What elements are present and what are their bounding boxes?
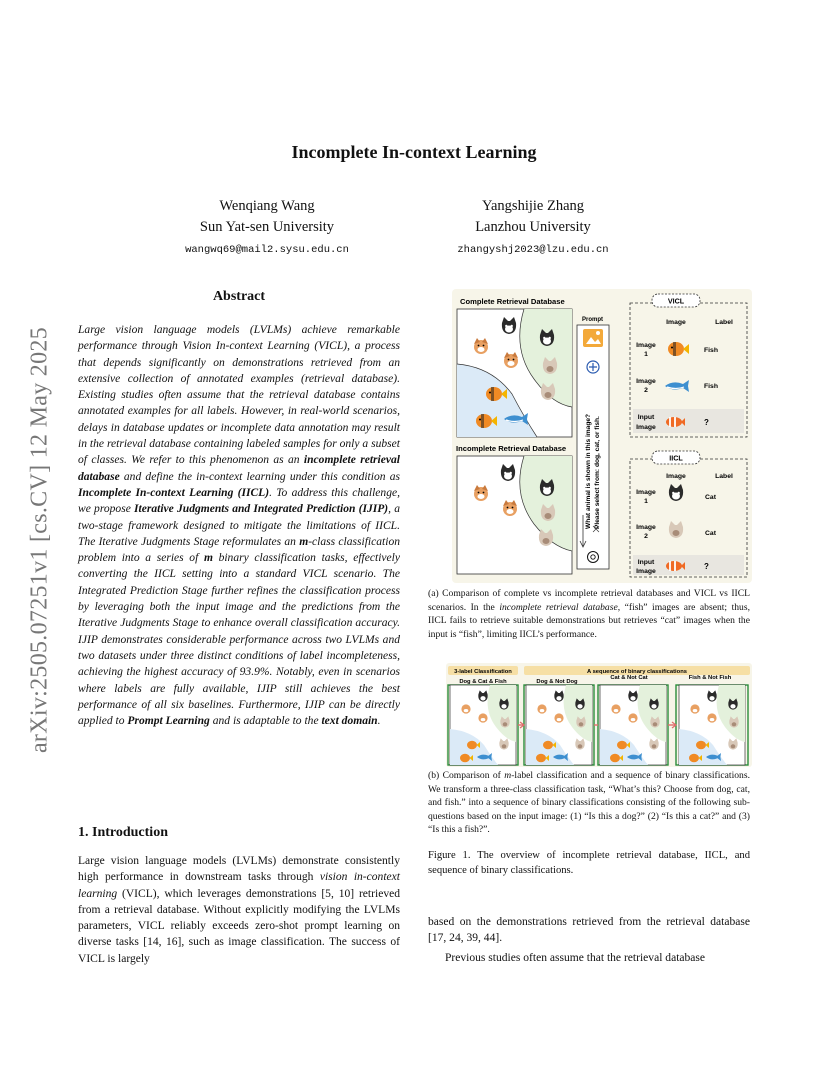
svg-text:1: 1 bbox=[644, 351, 648, 358]
section-heading-introduction: 1. Introduction bbox=[78, 825, 168, 840]
figure-1a-caption: (a) Comparison of complete vs incomplete retrieval databases and VICL vs IICL scenarios. In the incomplete retrieval database, “fish” images are absent; thus, IICL fails to retrieve suitable demonstrations but retrieves “cat” images when the input is “fish”, limiting IICL’s performance. bbox=[428, 588, 750, 640]
paper-title: Incomplete In-context Learning bbox=[291, 142, 537, 162]
svg-text:Fish & Not Fish: Fish & Not Fish bbox=[688, 675, 732, 681]
svg-text:Label: Label bbox=[715, 319, 733, 326]
svg-text:Dog & Not Dog: Dog & Not Dog bbox=[536, 679, 578, 685]
svg-text:Fish: Fish bbox=[704, 347, 718, 354]
svg-text:Label: Label bbox=[715, 473, 733, 480]
svg-text:Image: Image bbox=[636, 342, 656, 349]
author-affiliation: Sun Yat-sen University bbox=[199, 219, 335, 235]
svg-text:Image: Image bbox=[636, 378, 656, 385]
figure-1-caption: Figure 1. The overview of incomplete retrieval database, IICL, and sequence of binary classifications. bbox=[428, 850, 750, 876]
svg-text:Cat: Cat bbox=[705, 530, 716, 537]
svg-text:Input: Input bbox=[637, 414, 655, 421]
picture-icon bbox=[583, 329, 603, 347]
dog-icon bbox=[474, 338, 488, 354]
author-email[interactable]: wangwq69@mail2.sysu.edu.cn bbox=[185, 244, 349, 256]
label-binary-sequence: A sequence of binary classifications bbox=[587, 669, 687, 675]
term-text-domain: text domain bbox=[321, 715, 378, 728]
author-name: Wenqiang Wang bbox=[219, 198, 315, 214]
label-complete-db: Complete Retrieval Database bbox=[460, 297, 565, 306]
term-prompt-learning: Prompt Learning bbox=[127, 715, 210, 728]
figure-1b-caption: (b) Comparison of m-label classification and a sequence of binary classifications. We transform a three-class classification task, “What’s this? Choose from dog, cat, and fish.” into a sequence of binary classifications consisting of the following sub-questions based on the input image: (1) “Is this a dog?” (2) “Is this a cat?” and (3) “Is this a fish?”. bbox=[428, 770, 750, 835]
introduction-body: Large vision language models (LVLMs) demonstrate consistently high performance in downstream tasks through vision in-context learning (VICL), which leverages demonstrations [5, 10] retrieved from a retrieval database. Without explicitly modifying the LVLMs parameters, VICL reliably exceeds zero-shot prompt learning on diverse tasks [14, 16], such as image classification. The success of VICL is largely bbox=[78, 855, 400, 965]
svg-text:Image: Image bbox=[636, 424, 656, 431]
label-prompt: Prompt bbox=[582, 317, 603, 323]
svg-text:Cat & Not Cat: Cat & Not Cat bbox=[610, 675, 648, 681]
term-iicl: Incomplete In-context Learning (IICL) bbox=[78, 486, 270, 499]
svg-text:Fish: Fish bbox=[704, 383, 718, 390]
database-thumbnail bbox=[679, 685, 745, 765]
svg-text:Dog & Cat & Fish: Dog & Cat & Fish bbox=[459, 679, 507, 685]
figure-1a bbox=[452, 289, 752, 583]
author-name: Yangshijie Zhang bbox=[481, 198, 585, 214]
label-3-label-classification: 3-label Classification bbox=[454, 669, 512, 675]
database-thumbnail bbox=[450, 685, 516, 765]
label-iicl: IICL bbox=[669, 453, 683, 463]
label-incomplete-db: Incomplete Retrieval Database bbox=[456, 444, 567, 453]
abstract-heading: Abstract bbox=[212, 289, 266, 304]
figure-1b bbox=[446, 663, 752, 767]
svg-text:1: 1 bbox=[644, 498, 648, 505]
author-affiliation: Lanzhou University bbox=[475, 219, 591, 235]
svg-text:Image: Image bbox=[666, 473, 686, 480]
author-2 bbox=[403, 196, 663, 261]
svg-text:?: ? bbox=[704, 562, 709, 571]
body-paragraph-continued: based on the demonstrations retrieved from the retrieval database [17, 24, 39, 44]. bbox=[428, 916, 750, 945]
author-email[interactable]: zhangyshj2023@lzu.edu.cn bbox=[457, 244, 609, 256]
prompt-options: Please select from: dog, cat, or fish. bbox=[594, 416, 601, 529]
abstract-body: Large vision language models (LVLMs) achieve remarkable performance through Vision In-context Learning (VICL), a process that depends significantly on demonstrations retrieved from an extensive collection of annotated examples (retrieval database). Existing studies often assume that the retrieval database contains annotated examples for all labels. However, in real-world scenarios, delays in database updates or incomplete data annotation may result in the retrieval database containing labeled samples for only a subset of classes. We refer to this phenomenon as an incomplete retrieval database and define the in-context learning under this condition as Incomplete In-context Learning (IICL). To address this challenge, we propose Iterative Judgments and Integrated Prediction (IJIP), a two-stage framework designed to mitigate the limitations of IICL. The Iterative Judgments Stage reformulates an m-class classification problem into a series of m binary classification tasks, effectively converting the IICL setting into a standard VICL scenario. The Integrated Prediction Stage further refines the classification process by leveraging both the input image and the predictions from the Iterative Judgments Stage to enhance overall classification accuracy. IJIP demonstrates considerable performance across two LVLMs and two datasets under three distinct conditions of label incompleteness, achieving the highest accuracy of 93.9%. Notably, even in scenarios where labels are fully available, IJIP still achieves the best performance of all six baselines. Furthermore, IJIP can be directly applied to Prompt Learning and is adaptable to the text domain. bbox=[78, 324, 400, 728]
prompt-question: What animal is shown in this image? bbox=[585, 413, 592, 529]
svg-text:Image: Image bbox=[666, 319, 686, 326]
arxiv-identifier: arXiv:2505.07251v1 [cs.CV] 12 May 2025 bbox=[26, 326, 53, 754]
svg-text:Image: Image bbox=[636, 524, 656, 531]
label-vicl: VICL bbox=[667, 296, 685, 306]
author-1 bbox=[137, 196, 397, 261]
svg-text:Image: Image bbox=[636, 568, 656, 575]
database-thumbnail bbox=[600, 685, 666, 765]
term-ijip: Iterative Judgments and Integrated Prediction (IJIP) bbox=[134, 503, 389, 516]
svg-text:?: ? bbox=[704, 418, 709, 427]
svg-text:2: 2 bbox=[644, 533, 648, 540]
svg-text:Image: Image bbox=[636, 489, 656, 496]
svg-text:Input: Input bbox=[637, 559, 655, 566]
svg-text:2: 2 bbox=[644, 387, 648, 394]
database-thumbnail bbox=[526, 685, 592, 765]
dog-icon bbox=[503, 500, 517, 516]
dog-icon bbox=[474, 485, 488, 501]
body-paragraph: Previous studies often assume that the retrieval database bbox=[445, 952, 706, 964]
dog-icon bbox=[504, 352, 518, 368]
term-incomplete-db: incomplete retrieval database bbox=[78, 454, 400, 483]
svg-text:Cat: Cat bbox=[705, 494, 716, 501]
